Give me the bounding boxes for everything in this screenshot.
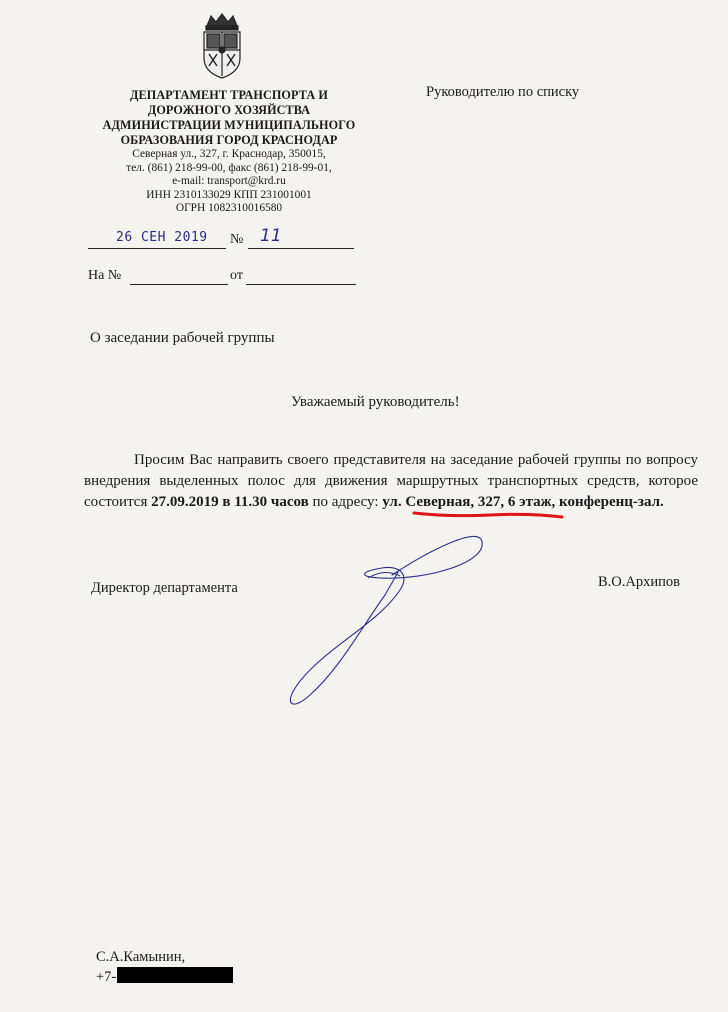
org-inn: ИНН 2310133029 КПП 231001001 bbox=[146, 188, 312, 201]
ref-from-label: от bbox=[230, 268, 243, 283]
subject-line: О заседании рабочей группы bbox=[90, 330, 275, 346]
phone-prefix: +7- bbox=[96, 969, 117, 985]
ref-number-label: На № bbox=[88, 268, 122, 283]
org-name-line: ДОРОЖНОГО ХОЗЯЙСТВА bbox=[147, 103, 311, 117]
letter-body bbox=[84, 450, 698, 513]
org-email: e-mail: transport@krd.ru bbox=[172, 175, 286, 188]
sender-header bbox=[84, 88, 374, 216]
contact-phone bbox=[96, 967, 233, 987]
body-text-part: по адресу: bbox=[308, 494, 383, 510]
reference-registration-line bbox=[88, 268, 358, 288]
number-label: № bbox=[230, 232, 244, 247]
contact-name: С.А.Камынин, bbox=[96, 949, 186, 965]
coat-of-arms-emblem bbox=[197, 12, 247, 80]
meeting-datetime: 27.09.2019 в 11.30 часов bbox=[151, 494, 309, 510]
date-stamp: 26 СЕН 2019 bbox=[116, 230, 208, 245]
outgoing-registration-line bbox=[88, 226, 358, 252]
body-text-part: Просим Вас направить своего представителя на заседание рабочей группы по вопросу внедрения выделенных полос для движения маршрутных транспортных средств, которое состоится bbox=[84, 452, 698, 510]
org-ogrn: ОГРН 1082310016580 bbox=[175, 202, 283, 215]
greeting: Уважаемый руководитель! bbox=[291, 394, 460, 410]
org-name-line: ОБРАЗОВАНИЯ ГОРОД КРАСНОДАР bbox=[120, 133, 338, 147]
meeting-address: ул. Северная, 327, 6 этаж, конференц-зал. bbox=[382, 494, 664, 510]
handwritten-signature bbox=[250, 520, 530, 720]
signer-name: В.О.Архипов bbox=[598, 574, 680, 590]
contact-block bbox=[96, 947, 233, 987]
org-address: Северная ул., 327, г. Краснодар, 350015, bbox=[132, 148, 326, 160]
redaction-block bbox=[117, 967, 233, 983]
org-name-line: АДМИНИСТРАЦИИ МУНИЦИПАЛЬНОГО bbox=[102, 118, 356, 132]
org-name-line: ДЕПАРТАМЕНТ ТРАНСПОРТА И bbox=[130, 88, 328, 102]
addressee: Руководителю по списку bbox=[426, 84, 580, 100]
signer-position: Директор департамента bbox=[91, 580, 238, 596]
org-phone: тел. (861) 218-99-00, факс (861) 218-99-01, bbox=[126, 161, 332, 174]
handwritten-number: 11 bbox=[260, 226, 282, 246]
